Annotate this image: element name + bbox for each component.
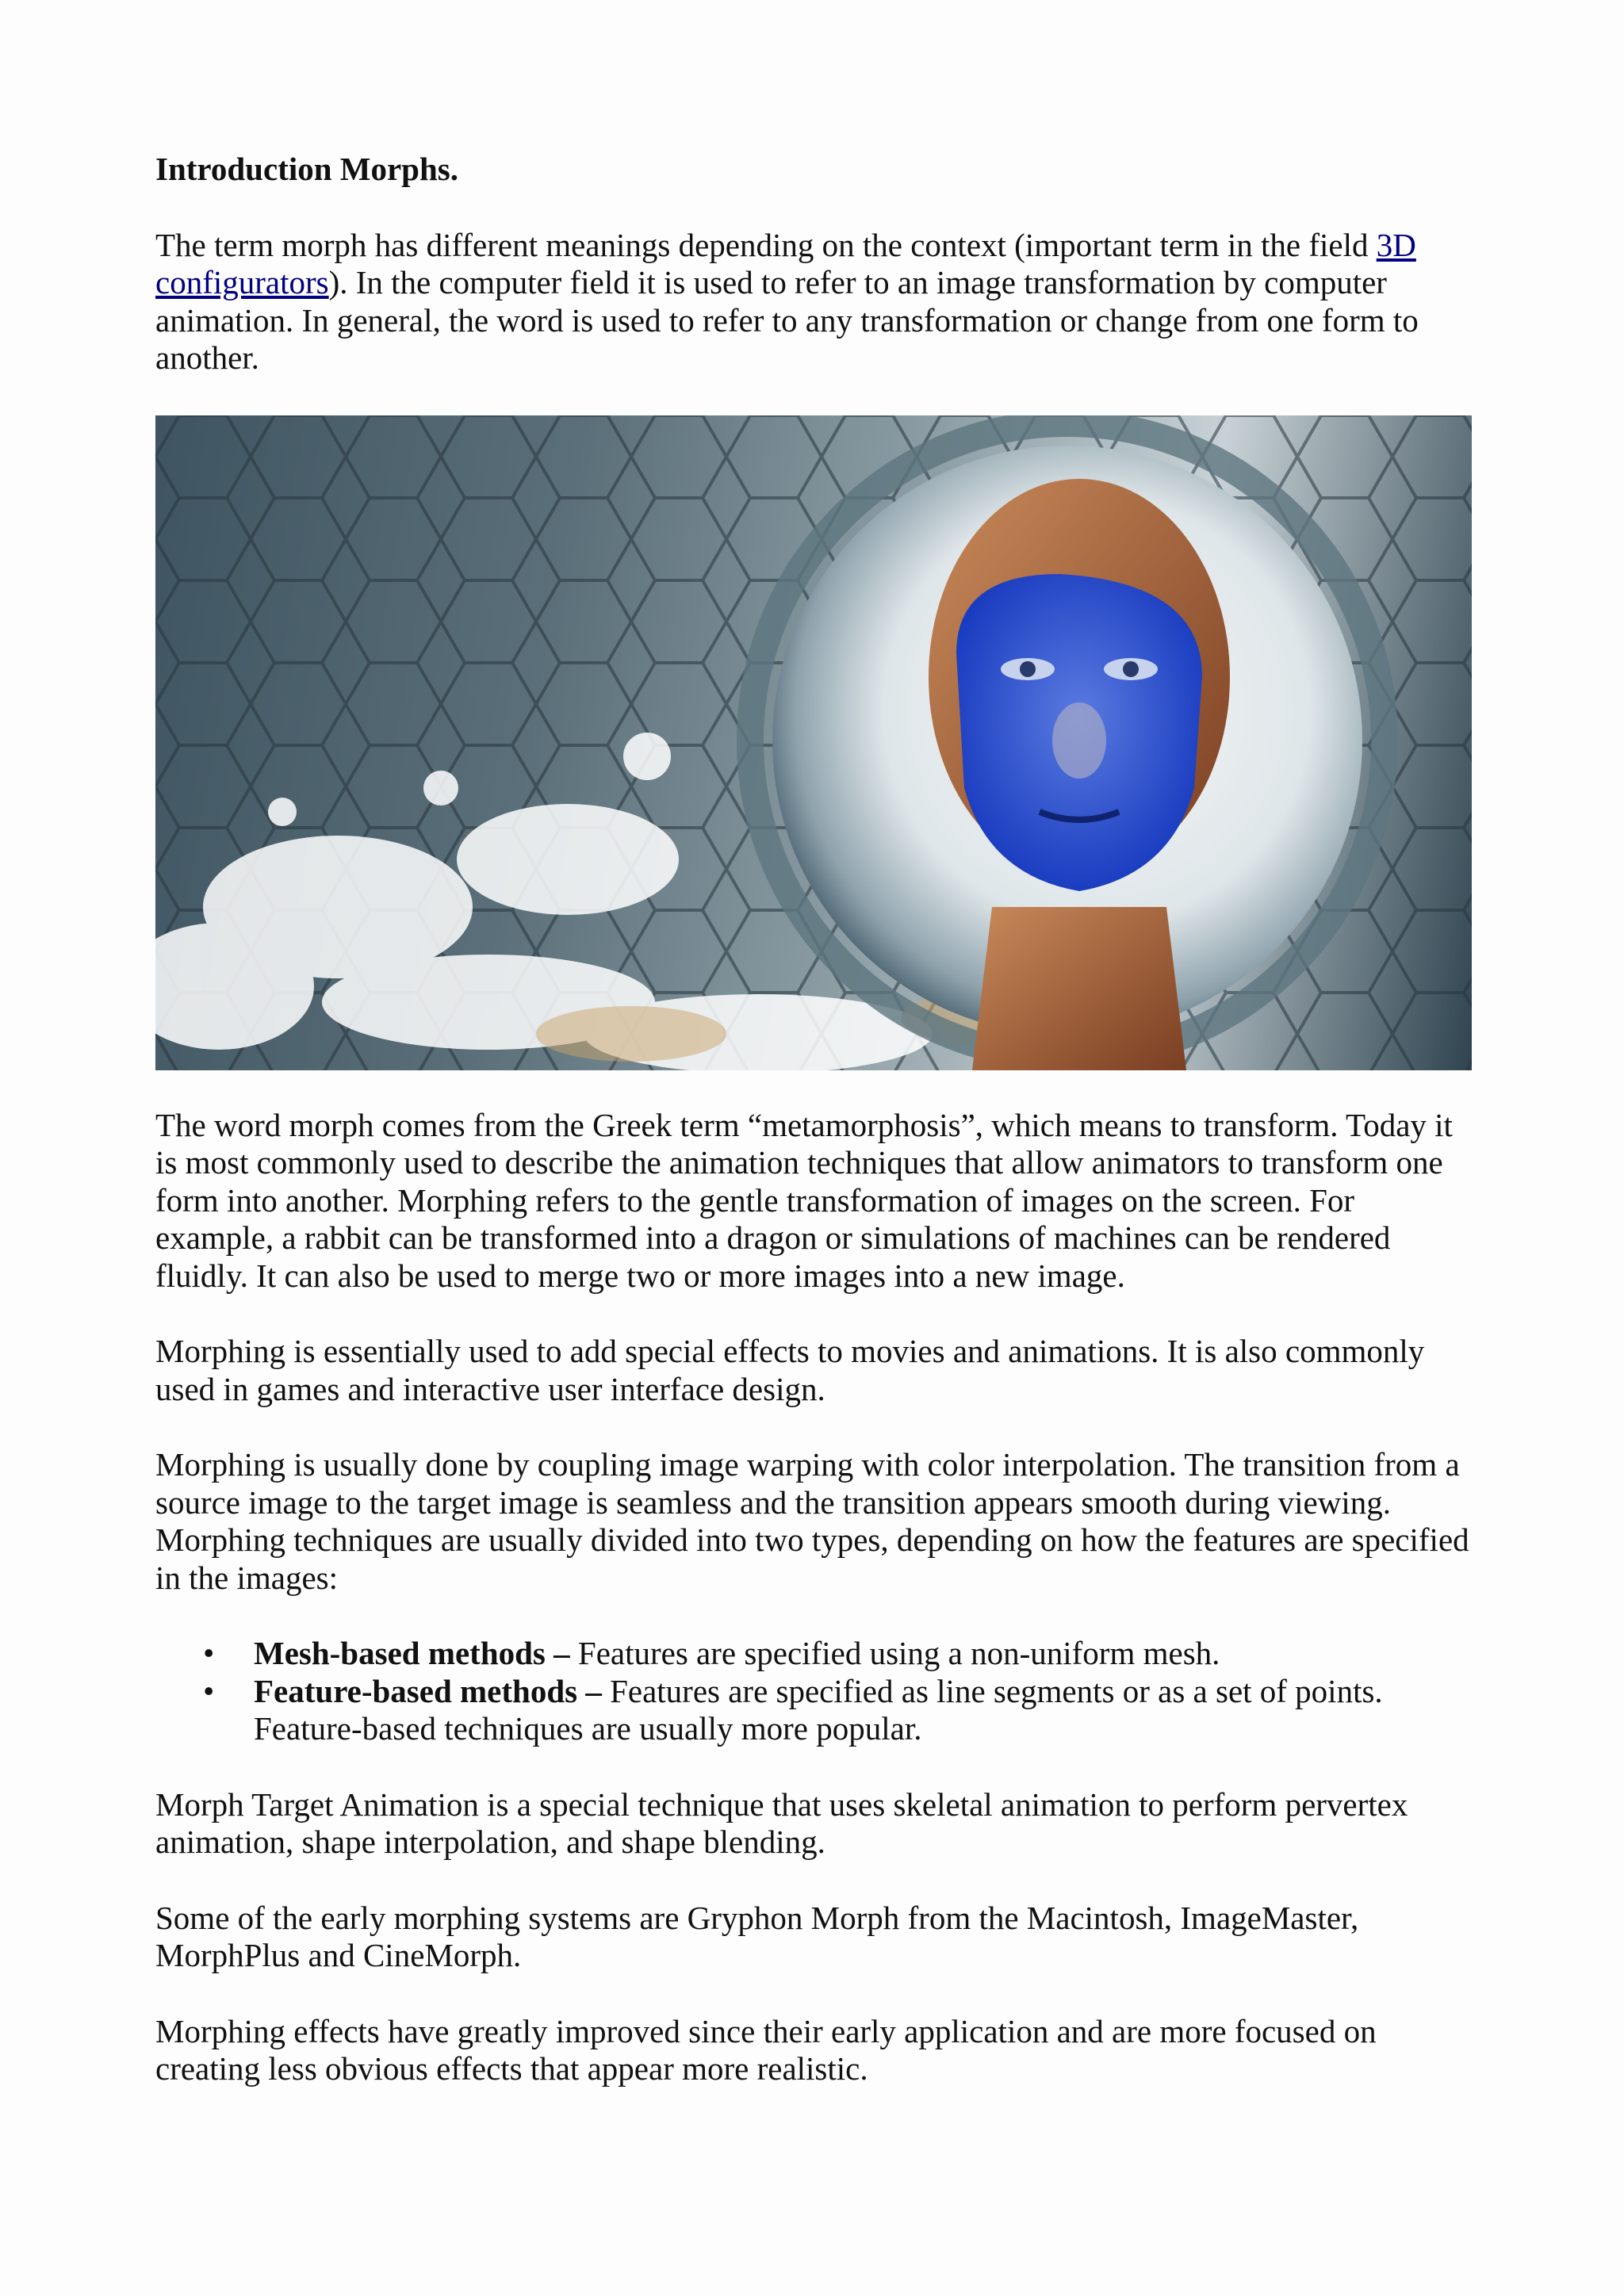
intro-text-after: ). In the computer field it is used to refer to an image transformation by computer animation. In general, the word is used to refer to any transformation or change from one form to another. — [155, 264, 1419, 376]
methods-list — [155, 1635, 1472, 1748]
list-text: Features are specified as line segments or as a set of points. Feature-based techniques are usually more popular. — [254, 1672, 1383, 1747]
morph-face-illustration — [155, 415, 1472, 1070]
intro-text-before: The term morph has different meanings depending on the context (important term in the field — [155, 226, 1377, 263]
list-term: Feature-based methods – — [254, 1672, 602, 1709]
morph-target-paragraph: Morph Target Animation is a special technique that uses skeletal animation to perform pervertex animation, shape interpolation, and shape blending. — [155, 1785, 1408, 1860]
effects-paragraph: Morphing effects have greatly improved since their early application and are more focused on creating less obvious effects that appear more realistic. — [155, 2012, 1377, 2087]
list-text: Features are specified using a non-uniform mesh. — [569, 1635, 1220, 1671]
document-body — [155, 151, 1472, 2088]
technique-paragraph: Morphing is usually done by coupling image warping with color interpolation. The transition from a source image to the target image is seamless and the transition appears smooth during viewing. Morphing techniques are usually divided into two types, depending on how the features are specified in the images: — [155, 1446, 1469, 1596]
morph-face-image — [155, 415, 1472, 1070]
document-heading: Introduction Morphs. — [155, 151, 458, 187]
list-item — [203, 1635, 1472, 1673]
origin-paragraph: The word morph comes from the Greek term “metamorphosis”, which means to transform. Today it is most commonly used to describe the animation techniques that allow animators to transform one form into another. Morphing refers to the gentle transformation of images on the screen. For example, a rabbit can be transformed into a dragon or simulations of machines can be rendered fluidly. It can also be used to merge two or more images into a new image. — [155, 1106, 1453, 1294]
bullet: • — [203, 1672, 215, 1709]
3d-configurators-link[interactable]: 3D configurators — [155, 226, 1416, 300]
intro-paragraph — [155, 227, 1472, 377]
bullet: • — [203, 1635, 215, 1671]
list-item — [203, 1672, 1472, 1748]
usage-paragraph: Morphing is essentially used to add special effects to movies and animations. It is also commonly used in games and interactive user interface design. — [155, 1333, 1425, 1407]
list-term: Mesh-based methods – — [254, 1635, 570, 1671]
early-systems-paragraph: Some of the early morphing systems are Gryphon Morph from the Macintosh, ImageMaster, MorphPlus and CineMorph. — [155, 1899, 1359, 1973]
